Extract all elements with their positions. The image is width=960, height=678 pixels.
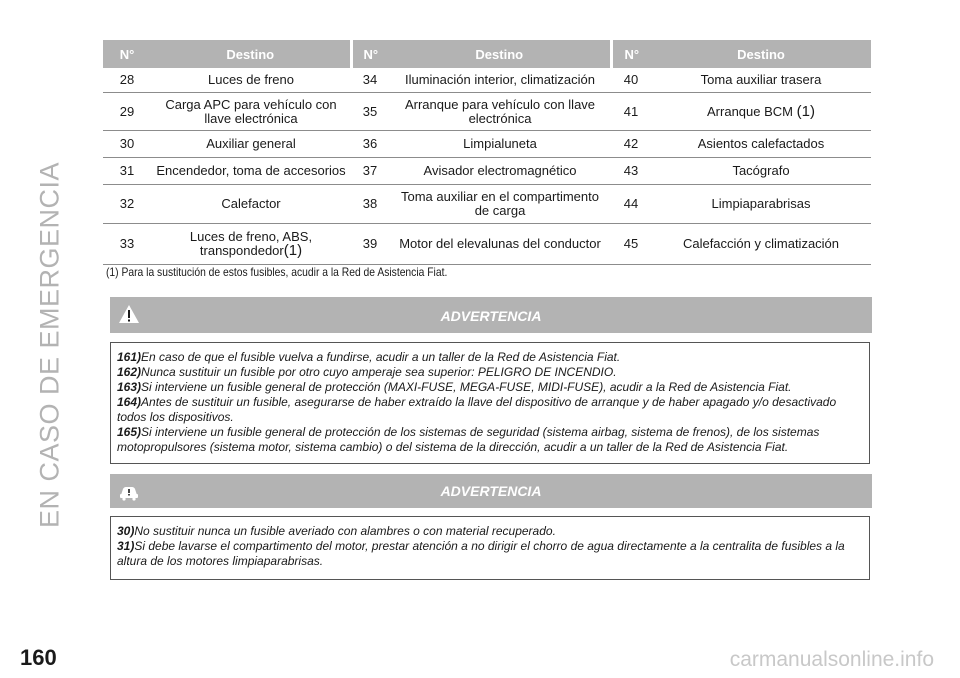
table-row	[103, 224, 871, 265]
fuse-destination: Arranque para vehículo con llave electrónica	[389, 93, 611, 131]
warning-text: Si interviene un fusible general de protección (MAXI-FUSE, MEGA-FUSE, MIDI-FUSE), acudir a la Red de Asistencia Fiat.	[141, 380, 792, 394]
warning-box-1	[110, 342, 870, 464]
fuse-number: 33	[103, 224, 151, 265]
fuse-number: 28	[103, 68, 151, 93]
warning-item	[117, 380, 863, 395]
warning-box-2	[110, 516, 870, 580]
fuse-number: 34	[351, 68, 389, 93]
fuse-destination: Limpiaparabrisas	[651, 185, 871, 224]
warning-ref: 165)	[117, 425, 142, 439]
warning-ref: 161)	[117, 350, 142, 364]
warning-ref: 162)	[117, 365, 142, 379]
header-number-3: N°	[611, 40, 651, 68]
fuse-number: 41	[611, 93, 651, 131]
header-destination-1: Destino	[151, 40, 351, 68]
fuse-destination: Calefactor	[151, 185, 351, 224]
table-row	[103, 93, 871, 131]
table-row	[103, 68, 871, 93]
fuse-destination: Luces de freno	[151, 68, 351, 93]
fuse-number: 35	[351, 93, 389, 131]
fuse-number: 45	[611, 224, 651, 265]
warning-ref: 31)	[117, 539, 135, 553]
car-warning-icon	[118, 481, 140, 501]
header-destination-2: Destino	[389, 40, 611, 68]
table-row	[103, 158, 871, 185]
warning-item	[117, 524, 863, 539]
fuse-number: 36	[351, 131, 389, 158]
fuse-number: 37	[351, 158, 389, 185]
fuse-number: 30	[103, 131, 151, 158]
warning-item	[117, 425, 863, 455]
warning-ref: 164)	[117, 395, 142, 409]
fuse-number: 44	[611, 185, 651, 224]
header-destination-3: Destino	[651, 40, 871, 68]
table-footnote: (1) Para la sustitución de estos fusibles, acudir a la Red de Asistencia Fiat.	[106, 265, 448, 279]
fuse-destination	[651, 93, 871, 131]
fuse-destination: Limpialuneta	[389, 131, 611, 158]
fuse-destination: Auxiliar general	[151, 131, 351, 158]
warning-text: En caso de que el fusible vuelva a fundirse, acudir a un taller de la Red de Asistencia Fiat.	[141, 350, 621, 364]
fuse-destination-text: Arranque BCM	[707, 103, 793, 119]
fuse-number: 32	[103, 185, 151, 224]
warning-title: ADVERTENCIA	[440, 308, 542, 324]
fuse-destination: Carga APC para vehículo con llave electrónica	[151, 93, 351, 131]
table-row	[103, 131, 871, 158]
fuse-number: 31	[103, 158, 151, 185]
exclamation-triangle-icon	[118, 304, 140, 324]
page-number: 160	[20, 645, 57, 670]
warning-text: Si debe lavarse el compartimento del motor, prestar atención a no dirigir el chorro de agua directamente a la centralita de fusibles a la altura de los motores limpiaparabrisas.	[117, 539, 845, 568]
fuse-number: 43	[611, 158, 651, 185]
fuse-destination: Iluminación interior, climatización	[389, 68, 611, 93]
fuse-destination: Avisador electromagnético	[389, 158, 611, 185]
warning-item	[117, 350, 863, 365]
fuse-destination	[151, 224, 351, 265]
fuse-number: 40	[611, 68, 651, 93]
warning-text: Nunca sustituir un fusible por otro cuyo amperaje sea superior: PELIGRO DE INCENDIO.	[141, 365, 617, 379]
fuse-table-header	[103, 40, 871, 68]
fuse-number: 38	[351, 185, 389, 224]
warning-ref: 30)	[117, 524, 135, 538]
fuse-destination: Calefacción y climatización	[651, 224, 871, 265]
fuse-destination: Toma auxiliar en el compartimento de carga	[389, 185, 611, 224]
side-section-title-text: EN CASO DE EMERGENCIA	[34, 161, 65, 529]
warning-title: ADVERTENCIA	[440, 483, 542, 499]
warning-ref: 163)	[117, 380, 142, 394]
fuse-destination-text: Luces de freno, ABS, transpondedor	[189, 229, 313, 258]
header-number-2: N°	[351, 40, 389, 68]
fuse-destination: Encendedor, toma de accesorios	[151, 158, 351, 185]
footnote-reference: (1)	[283, 242, 303, 259]
fuse-number: 42	[611, 131, 651, 158]
warning-item	[117, 365, 863, 380]
fuse-number: 39	[351, 224, 389, 265]
warning-header-2	[110, 474, 872, 508]
fuse-destination: Asientos calefactados	[651, 131, 871, 158]
fuse-destination: Toma auxiliar trasera	[651, 68, 871, 93]
fuse-destination: Motor del elevalunas del conductor	[389, 224, 611, 265]
table-row	[103, 185, 871, 224]
warning-text: Si interviene un fusible general de protección de los sistemas de seguridad (sistema airbag, sistema de frenos), de los sistemas motopropulsores (sistema motor, sistema cambio) o del sistema de la dirección, acudir a un taller de la Red de Asistencia Fiat.	[117, 425, 820, 454]
warning-text: No sustituir nunca un fusible averiado con alambres o con material recuperado.	[134, 524, 556, 538]
warning-header-1	[110, 297, 872, 333]
footnote-reference: (1)	[796, 102, 815, 120]
warning-text: Antes de sustituir un fusible, asegurarse de haber extraído la llave del dispositivo de arranque y de haber apagado y/o desactivado todos los dispositivos.	[117, 395, 837, 424]
fuse-destination: Tacógrafo	[651, 158, 871, 185]
fuse-table	[103, 40, 871, 265]
warning-item	[117, 539, 863, 569]
warning-item	[117, 395, 863, 425]
fuse-number: 29	[103, 93, 151, 131]
watermark: carmanualsonline.info	[729, 648, 934, 671]
header-number-1: N°	[103, 40, 151, 68]
